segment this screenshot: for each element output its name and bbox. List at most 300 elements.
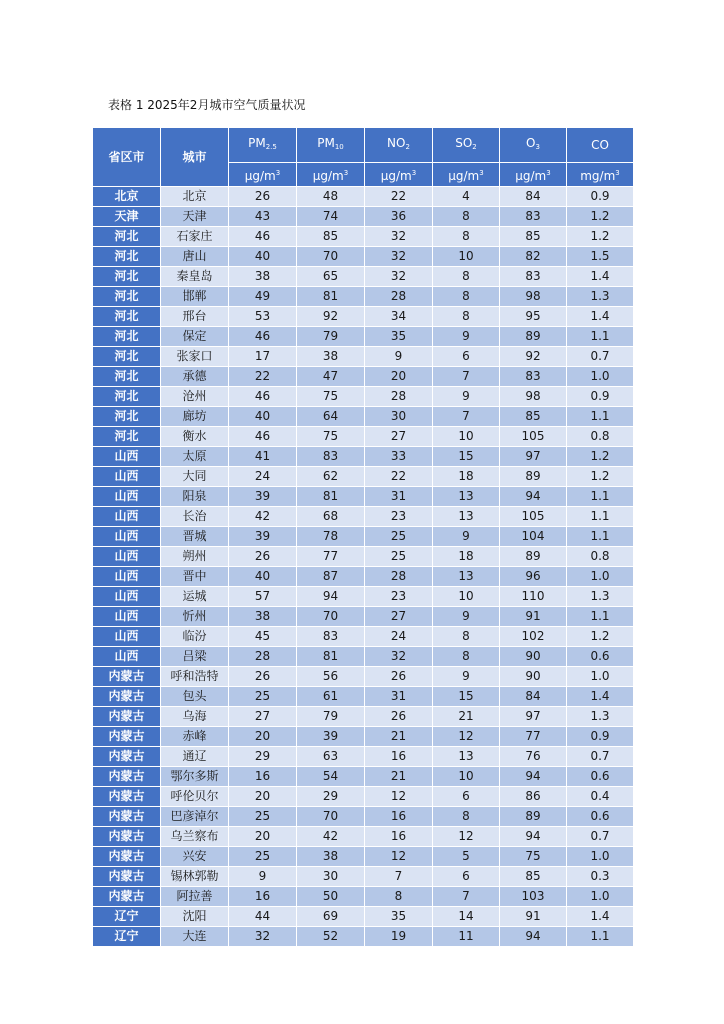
value-cell: 35 (365, 907, 433, 927)
table-row (93, 467, 634, 487)
value-cell: 85 (500, 867, 567, 887)
value-cell: 46 (229, 327, 297, 347)
unit-base: mg/m (580, 169, 616, 183)
value-cell: 0.4 (567, 787, 634, 807)
province-cell: 内蒙古 (93, 767, 161, 787)
table-row (93, 747, 634, 767)
province-cell: 山西 (93, 567, 161, 587)
value-cell: 9 (433, 327, 500, 347)
value-cell: 91 (500, 907, 567, 927)
province-cell: 内蒙古 (93, 867, 161, 887)
province-cell: 内蒙古 (93, 687, 161, 707)
city-cell: 忻州 (161, 607, 229, 627)
value-cell: 70 (297, 807, 365, 827)
value-cell: 8 (433, 267, 500, 287)
value-cell: 27 (229, 707, 297, 727)
value-cell: 6 (433, 867, 500, 887)
value-cell: 83 (500, 207, 567, 227)
value-cell: 34 (365, 307, 433, 327)
header-pollutant (297, 128, 365, 163)
value-cell: 13 (433, 747, 500, 767)
table-row (93, 827, 634, 847)
value-cell: 1.4 (567, 907, 634, 927)
value-cell: 8 (433, 227, 500, 247)
value-cell: 16 (365, 747, 433, 767)
city-cell: 石家庄 (161, 227, 229, 247)
value-cell: 94 (297, 587, 365, 607)
province-cell: 山西 (93, 447, 161, 467)
value-cell: 33 (365, 447, 433, 467)
table-row (93, 607, 634, 627)
value-cell: 1.1 (567, 927, 634, 947)
province-cell: 山西 (93, 627, 161, 647)
province-cell: 河北 (93, 227, 161, 247)
table-row (93, 727, 634, 747)
value-cell: 7 (433, 887, 500, 907)
province-cell: 山西 (93, 547, 161, 567)
province-cell: 辽宁 (93, 927, 161, 947)
value-cell: 1.1 (567, 527, 634, 547)
value-cell: 105 (500, 427, 567, 447)
city-cell: 长治 (161, 507, 229, 527)
province-cell: 河北 (93, 327, 161, 347)
unit-superscript: 3 (479, 169, 484, 177)
value-cell: 1.0 (567, 367, 634, 387)
city-cell: 大连 (161, 927, 229, 947)
value-cell: 38 (229, 607, 297, 627)
value-cell: 79 (297, 707, 365, 727)
city-cell: 乌兰察布 (161, 827, 229, 847)
value-cell: 9 (433, 527, 500, 547)
value-cell: 77 (297, 547, 365, 567)
city-cell: 通辽 (161, 747, 229, 767)
province-cell: 河北 (93, 267, 161, 287)
province-cell: 山西 (93, 467, 161, 487)
value-cell: 20 (229, 827, 297, 847)
value-cell: 46 (229, 427, 297, 447)
value-cell: 24 (365, 627, 433, 647)
value-cell: 8 (433, 627, 500, 647)
value-cell: 32 (365, 247, 433, 267)
value-cell: 65 (297, 267, 365, 287)
province-cell: 内蒙古 (93, 667, 161, 687)
province-cell: 河北 (93, 367, 161, 387)
value-cell: 28 (365, 287, 433, 307)
value-cell: 89 (500, 467, 567, 487)
value-cell: 40 (229, 567, 297, 587)
value-cell: 11 (433, 927, 500, 947)
value-cell: 61 (297, 687, 365, 707)
header-unit (433, 163, 500, 187)
value-cell: 85 (500, 407, 567, 427)
value-cell: 1.4 (567, 307, 634, 327)
value-cell: 86 (500, 787, 567, 807)
value-cell: 84 (500, 687, 567, 707)
value-cell: 25 (365, 547, 433, 567)
header-unit (229, 163, 297, 187)
province-cell: 河北 (93, 307, 161, 327)
value-cell: 69 (297, 907, 365, 927)
value-cell: 75 (297, 427, 365, 447)
value-cell: 89 (500, 807, 567, 827)
table-row (93, 187, 634, 207)
value-cell: 103 (500, 887, 567, 907)
value-cell: 90 (500, 647, 567, 667)
value-cell: 84 (500, 187, 567, 207)
table-row (93, 627, 634, 647)
city-cell: 阿拉善 (161, 887, 229, 907)
value-cell: 7 (433, 407, 500, 427)
value-cell: 21 (365, 727, 433, 747)
province-cell: 内蒙古 (93, 887, 161, 907)
value-cell: 94 (500, 927, 567, 947)
city-cell: 赤峰 (161, 727, 229, 747)
value-cell: 83 (297, 627, 365, 647)
pollutant-subscript: 2.5 (265, 143, 277, 151)
value-cell: 38 (297, 847, 365, 867)
table-row (93, 927, 634, 947)
value-cell: 6 (433, 787, 500, 807)
value-cell: 29 (297, 787, 365, 807)
value-cell: 8 (433, 307, 500, 327)
city-cell: 鄂尔多斯 (161, 767, 229, 787)
value-cell: 4 (433, 187, 500, 207)
province-cell: 河北 (93, 387, 161, 407)
value-cell: 1.2 (567, 207, 634, 227)
value-cell: 83 (297, 447, 365, 467)
table-row (93, 427, 634, 447)
value-cell: 19 (365, 927, 433, 947)
value-cell: 49 (229, 287, 297, 307)
value-cell: 48 (297, 187, 365, 207)
city-cell: 张家口 (161, 347, 229, 367)
value-cell: 57 (229, 587, 297, 607)
province-cell: 山西 (93, 487, 161, 507)
pollutant-name: NO (387, 136, 406, 150)
value-cell: 1.3 (567, 287, 634, 307)
table-row (93, 687, 634, 707)
value-cell: 29 (229, 747, 297, 767)
city-cell: 运城 (161, 587, 229, 607)
value-cell: 0.3 (567, 867, 634, 887)
value-cell: 110 (500, 587, 567, 607)
city-cell: 阳泉 (161, 487, 229, 507)
value-cell: 83 (500, 267, 567, 287)
value-cell: 27 (365, 607, 433, 627)
value-cell: 81 (297, 647, 365, 667)
value-cell: 25 (229, 807, 297, 827)
header-unit (297, 163, 365, 187)
value-cell: 8 (433, 287, 500, 307)
table-row (93, 407, 634, 427)
value-cell: 42 (229, 507, 297, 527)
province-cell: 山西 (93, 507, 161, 527)
province-cell: 内蒙古 (93, 707, 161, 727)
value-cell: 94 (500, 827, 567, 847)
unit-superscript: 3 (275, 169, 281, 177)
value-cell: 6 (433, 347, 500, 367)
value-cell: 92 (500, 347, 567, 367)
value-cell: 30 (365, 407, 433, 427)
value-cell: 0.9 (567, 387, 634, 407)
province-cell: 内蒙古 (93, 787, 161, 807)
value-cell: 96 (500, 567, 567, 587)
value-cell: 9 (433, 607, 500, 627)
table-row (93, 487, 634, 507)
table-row (93, 907, 634, 927)
value-cell: 98 (500, 387, 567, 407)
header-unit (365, 163, 433, 187)
value-cell: 56 (297, 667, 365, 687)
value-cell: 39 (297, 727, 365, 747)
province-cell: 山西 (93, 587, 161, 607)
value-cell: 50 (297, 887, 365, 907)
value-cell: 85 (297, 227, 365, 247)
city-cell: 乌海 (161, 707, 229, 727)
value-cell: 1.3 (567, 587, 634, 607)
header-pollutant (229, 128, 297, 163)
province-cell: 河北 (93, 347, 161, 367)
value-cell: 94 (500, 487, 567, 507)
province-cell: 辽宁 (93, 907, 161, 927)
city-cell: 秦皇岛 (161, 267, 229, 287)
unit-base: μg/m (312, 169, 344, 183)
value-cell: 26 (229, 547, 297, 567)
table-row (93, 807, 634, 827)
value-cell: 78 (297, 527, 365, 547)
unit-superscript: 3 (546, 169, 551, 177)
air-quality-table (92, 127, 634, 947)
city-cell: 廊坊 (161, 407, 229, 427)
value-cell: 85 (500, 227, 567, 247)
header-unit (567, 163, 634, 187)
table-row (93, 327, 634, 347)
unit-base: μg/m (448, 169, 480, 183)
value-cell: 62 (297, 467, 365, 487)
city-cell: 邯郸 (161, 287, 229, 307)
value-cell: 18 (433, 467, 500, 487)
value-cell: 31 (365, 687, 433, 707)
city-cell: 临汾 (161, 627, 229, 647)
value-cell: 97 (500, 447, 567, 467)
pollutant-name: O (526, 136, 536, 150)
value-cell: 28 (365, 387, 433, 407)
table-row (93, 667, 634, 687)
value-cell: 16 (229, 767, 297, 787)
value-cell: 53 (229, 307, 297, 327)
value-cell: 12 (365, 847, 433, 867)
value-cell: 83 (500, 367, 567, 387)
value-cell: 36 (365, 207, 433, 227)
value-cell: 5 (433, 847, 500, 867)
unit-base: μg/m (515, 169, 547, 183)
value-cell: 0.9 (567, 187, 634, 207)
value-cell: 1.5 (567, 247, 634, 267)
value-cell: 1.1 (567, 487, 634, 507)
value-cell: 105 (500, 507, 567, 527)
unit-superscript: 3 (411, 169, 417, 177)
value-cell: 25 (229, 687, 297, 707)
value-cell: 1.4 (567, 687, 634, 707)
value-cell: 12 (365, 787, 433, 807)
table-body (93, 187, 634, 947)
value-cell: 0.6 (567, 807, 634, 827)
value-cell: 8 (433, 647, 500, 667)
value-cell: 75 (297, 387, 365, 407)
value-cell: 25 (229, 847, 297, 867)
unit-superscript: 3 (343, 169, 349, 177)
value-cell: 1.1 (567, 507, 634, 527)
value-cell: 64 (297, 407, 365, 427)
city-cell: 邢台 (161, 307, 229, 327)
value-cell: 16 (365, 807, 433, 827)
value-cell: 82 (500, 247, 567, 267)
value-cell: 38 (297, 347, 365, 367)
province-cell: 内蒙古 (93, 747, 161, 767)
value-cell: 39 (229, 527, 297, 547)
value-cell: 0.9 (567, 727, 634, 747)
pollutant-subscript: 2 (405, 143, 410, 151)
pollutant-name: PM (317, 136, 335, 150)
pollutant-name: SO (455, 136, 473, 150)
value-cell: 23 (365, 507, 433, 527)
city-cell: 沈阳 (161, 907, 229, 927)
value-cell: 43 (229, 207, 297, 227)
province-cell: 天津 (93, 207, 161, 227)
value-cell: 15 (433, 687, 500, 707)
value-cell: 38 (229, 267, 297, 287)
value-cell: 70 (297, 247, 365, 267)
value-cell: 35 (365, 327, 433, 347)
value-cell: 52 (297, 927, 365, 947)
pollutant-subscript: 3 (535, 143, 540, 151)
value-cell: 63 (297, 747, 365, 767)
city-cell: 衡水 (161, 427, 229, 447)
table-row (93, 767, 634, 787)
city-cell: 北京 (161, 187, 229, 207)
city-cell: 太原 (161, 447, 229, 467)
city-cell: 保定 (161, 327, 229, 347)
value-cell: 1.3 (567, 707, 634, 727)
pollutant-name: CO (591, 138, 609, 152)
city-cell: 唐山 (161, 247, 229, 267)
city-cell: 大同 (161, 467, 229, 487)
table-row (93, 227, 634, 247)
value-cell: 44 (229, 907, 297, 927)
header-pollutant (433, 128, 500, 163)
value-cell: 0.7 (567, 827, 634, 847)
value-cell: 40 (229, 247, 297, 267)
value-cell: 47 (297, 367, 365, 387)
value-cell: 75 (500, 847, 567, 867)
province-cell: 内蒙古 (93, 827, 161, 847)
value-cell: 1.0 (567, 667, 634, 687)
city-cell: 包头 (161, 687, 229, 707)
value-cell: 95 (500, 307, 567, 327)
city-cell: 巴彦淖尔 (161, 807, 229, 827)
value-cell: 0.7 (567, 747, 634, 767)
value-cell: 89 (500, 547, 567, 567)
value-cell: 81 (297, 487, 365, 507)
table-row (93, 387, 634, 407)
value-cell: 27 (365, 427, 433, 447)
value-cell: 45 (229, 627, 297, 647)
value-cell: 1.2 (567, 227, 634, 247)
value-cell: 15 (433, 447, 500, 467)
value-cell: 32 (365, 647, 433, 667)
value-cell: 21 (365, 767, 433, 787)
city-cell: 承德 (161, 367, 229, 387)
value-cell: 54 (297, 767, 365, 787)
table-row (93, 507, 634, 527)
table-row (93, 347, 634, 367)
table-row (93, 567, 634, 587)
value-cell: 28 (365, 567, 433, 587)
value-cell: 1.2 (567, 627, 634, 647)
value-cell: 81 (297, 287, 365, 307)
value-cell: 77 (500, 727, 567, 747)
value-cell: 42 (297, 827, 365, 847)
table-row (93, 547, 634, 567)
value-cell: 94 (500, 767, 567, 787)
value-cell: 30 (297, 867, 365, 887)
value-cell: 8 (433, 207, 500, 227)
value-cell: 41 (229, 447, 297, 467)
value-cell: 68 (297, 507, 365, 527)
value-cell: 9 (365, 347, 433, 367)
value-cell: 28 (229, 647, 297, 667)
value-cell: 26 (365, 707, 433, 727)
value-cell: 102 (500, 627, 567, 647)
value-cell: 32 (365, 267, 433, 287)
value-cell: 87 (297, 567, 365, 587)
table-row (93, 367, 634, 387)
value-cell: 39 (229, 487, 297, 507)
value-cell: 97 (500, 707, 567, 727)
province-cell: 河北 (93, 247, 161, 267)
value-cell: 98 (500, 287, 567, 307)
table-row (93, 207, 634, 227)
value-cell: 9 (229, 867, 297, 887)
value-cell: 13 (433, 487, 500, 507)
value-cell: 21 (433, 707, 500, 727)
value-cell: 31 (365, 487, 433, 507)
value-cell: 7 (433, 367, 500, 387)
value-cell: 22 (365, 187, 433, 207)
value-cell: 7 (365, 867, 433, 887)
value-cell: 8 (433, 807, 500, 827)
value-cell: 20 (229, 727, 297, 747)
value-cell: 12 (433, 727, 500, 747)
province-cell: 山西 (93, 647, 161, 667)
value-cell: 9 (433, 667, 500, 687)
table-row (93, 647, 634, 667)
value-cell: 1.0 (567, 847, 634, 867)
value-cell: 1.0 (567, 567, 634, 587)
table-row (93, 587, 634, 607)
value-cell: 16 (365, 827, 433, 847)
value-cell: 92 (297, 307, 365, 327)
pollutant-subscript: 10 (334, 143, 344, 151)
header-unit (500, 163, 567, 187)
value-cell: 0.7 (567, 347, 634, 367)
value-cell: 1.2 (567, 467, 634, 487)
value-cell: 18 (433, 547, 500, 567)
value-cell: 12 (433, 827, 500, 847)
table-caption: 表格 1 2025年2月城市空气质量状况 (108, 98, 306, 112)
value-cell: 1.1 (567, 327, 634, 347)
table-row (93, 787, 634, 807)
